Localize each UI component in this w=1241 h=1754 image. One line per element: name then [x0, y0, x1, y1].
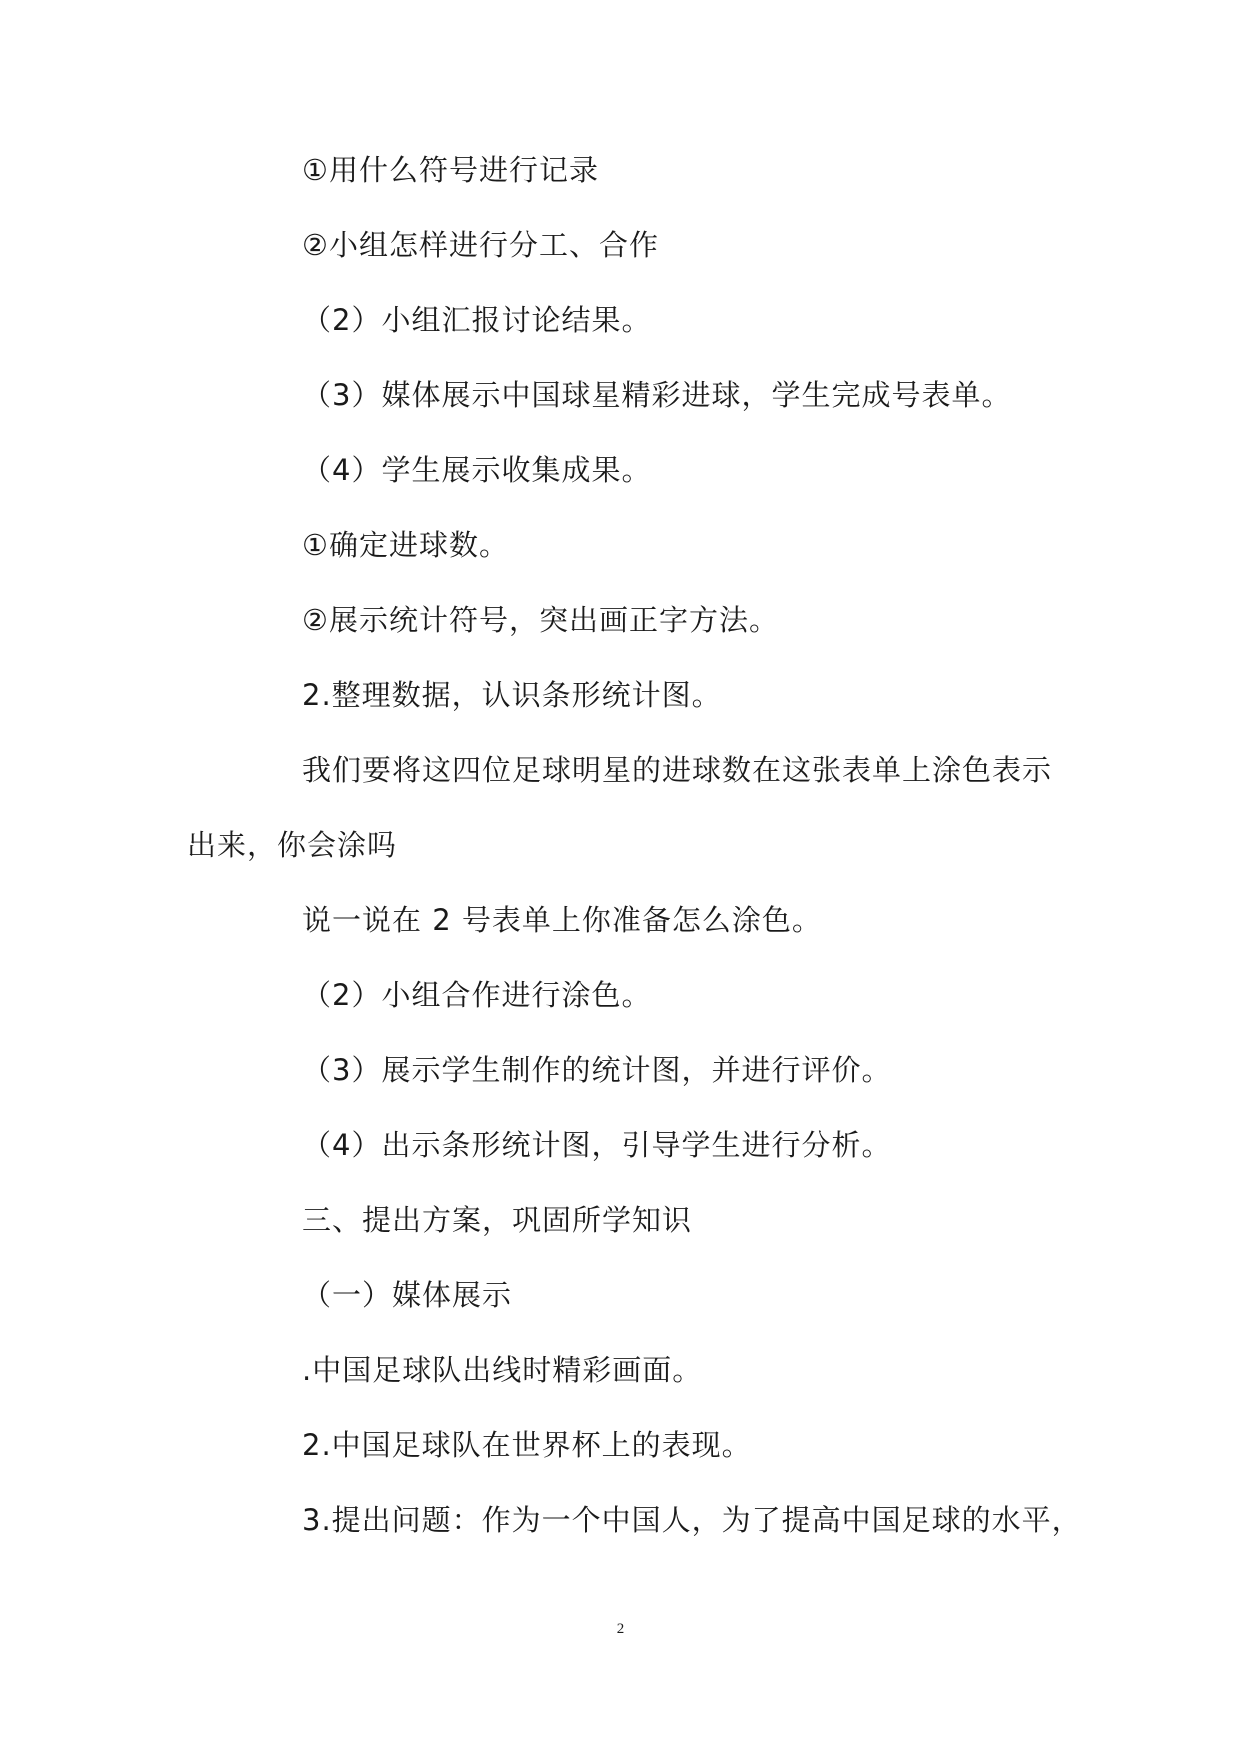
- text-line-15: 三、提出方案，巩固所学知识: [302, 1203, 693, 1237]
- page-number: 2: [616, 1621, 625, 1637]
- text-line-3: （2）小组汇报讨论结果。: [302, 303, 652, 337]
- text-line-19: 3.提出问题：作为一个中国人，为了提高中国足球的水平，: [302, 1503, 1082, 1537]
- text-line-8: 2.整理数据，认识条形统计图。: [302, 678, 722, 712]
- text-line-5: （4）学生展示收集成果。: [302, 453, 652, 487]
- text-line-1: ①用什么符号进行记录: [302, 153, 599, 187]
- text-line-11: 说一说在 2 号表单上你准备怎么涂色。: [302, 903, 822, 937]
- text-line-14: （4）出示条形统计图，引导学生进行分析。: [302, 1128, 892, 1162]
- text-line-4: （3）媒体展示中国球星精彩进球，学生完成号表单。: [302, 378, 1012, 412]
- text-line-10: 出来，你会涂吗: [187, 828, 398, 862]
- text-line-9: 我们要将这四位足球明星的进球数在这张表单上涂色表示: [302, 753, 1053, 787]
- text-line-18: 2.中国足球队在世界杯上的表现。: [302, 1428, 752, 1462]
- text-line-13: （3）展示学生制作的统计图，并进行评价。: [302, 1053, 892, 1087]
- text-line-12: （2）小组合作进行涂色。: [302, 978, 652, 1012]
- text-line-2: ②小组怎样进行分工、合作: [302, 228, 659, 262]
- text-line-17: .中国足球队出线时精彩画面。: [302, 1353, 703, 1387]
- text-line-6: ①确定进球数。: [302, 528, 509, 562]
- text-line-7: ②展示统计符号，突出画正字方法。: [302, 603, 779, 637]
- text-line-16: （一）媒体展示: [302, 1278, 513, 1312]
